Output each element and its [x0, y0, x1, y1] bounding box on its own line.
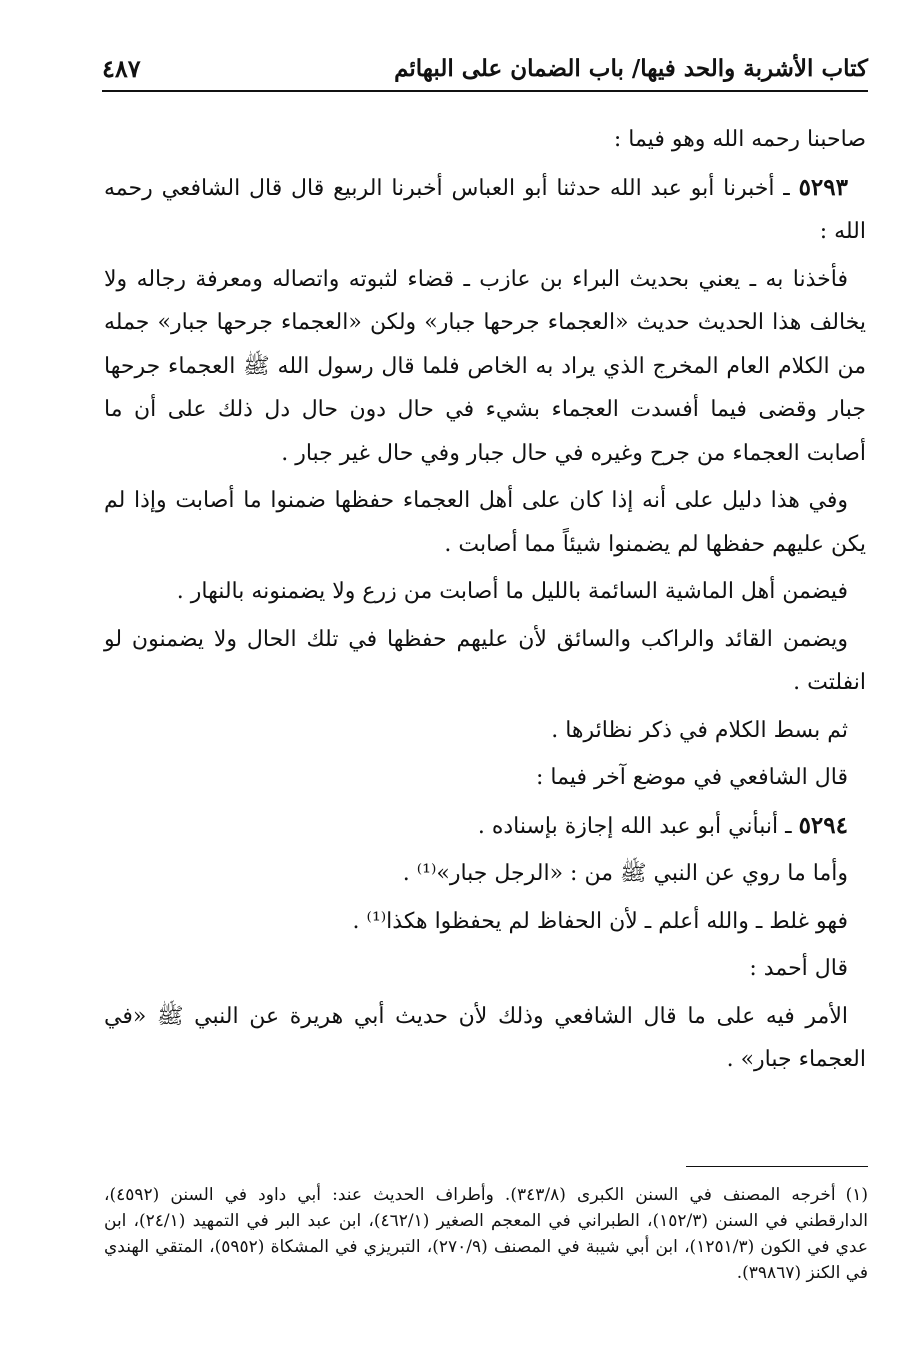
- paragraph-text: ويضمن القائد والراكب والسائق لأن عليهم حفظها في تلك الحال ولا يضمنون لو انفلتت .: [104, 626, 866, 695]
- hadith-paragraph: ٥٢٩٤ ـ أنبأني أبو عبد الله إجازة بإسناده .: [477, 811, 848, 839]
- footnote-text: أخرجه المصنف في السنن الكبرى (٣٤٣/٨). وأطراف الحديث عند: أبي داود في السنن (٤٥٩٢)، الدارقطني في السنن (١٥٢/٣)، الطبراني في المعجم الصغير (٤٦٢/١)، ابن عبد البر في التمهيد (٢٤/١)، ابن عدي في الكون (١٢٥١/٣)، ابن أبي شيبة في المصنف (٢٧٠/٩)، التبريزي في المشكاة (٥٩٥٢)، المتقي الهندي في الكنز (٣٩٨٦٧).: [104, 1185, 869, 1283]
- paragraph-text: أنبأني أبو عبد الله إجازة بإسناده .: [477, 813, 779, 839]
- paragraph: [104, 479, 866, 566]
- hadith-paragraph: ٥٢٩٣ ـ أخبرنا أبو عبد الله حدثنا أبو العباس أخبرنا الربيع قال قال الشافعي رحمه الله :: [104, 173, 866, 244]
- footnote-mark: (١): [845, 1185, 868, 1205]
- paragraph-text: وفي هذا دليل على أنه إذا كان على أهل العجماء حفظها ضمنوا ما أصابت وإذا لم يكن عليهم حفظها لم يضمنوا شيئاً مما أصابت .: [104, 488, 866, 557]
- paragraph-text: ثم بسط الكلام في ذكر نظائرها .: [551, 717, 848, 743]
- footnote: [104, 1182, 868, 1286]
- paragraph-text: قال الشافعي في موضع آخر فيما :: [535, 765, 848, 790]
- paragraph-text: قال أحمد :: [749, 956, 848, 981]
- hadith-number: ٥٢٩٣: [798, 173, 848, 201]
- page-number: ٤٨٧: [102, 53, 141, 83]
- chapter-title: كتاب الأشربة والحد فيها/ باب الضمان على البهائم: [394, 54, 868, 82]
- paragraph: [104, 258, 866, 476]
- paragraph-text: وأما ما روي عن النبي ﷺ من : «الرجل جبار»⁽¹⁾ .: [402, 861, 848, 886]
- paragraph: [104, 900, 866, 944]
- running-header: [102, 46, 868, 92]
- footnote-divider: [686, 1166, 868, 1167]
- footnotes: [104, 1182, 868, 1286]
- paragraph: [104, 118, 866, 162]
- paragraph-text: الأمر فيه على ما قال الشافعي وذلك لأن حديث أبي هريرة عن النبي ﷺ «في العجماء جبار» .: [104, 1003, 866, 1072]
- paragraph-text: صاحبنا رحمه الله وهو فيما :: [613, 127, 866, 152]
- paragraph-text: أخبرنا أبو عبد الله حدثنا أبو العباس أخبرنا الربيع قال قال الشافعي رحمه الله :: [104, 175, 866, 244]
- paragraph: [104, 947, 866, 991]
- paragraph: [104, 756, 866, 800]
- paragraph: [104, 709, 866, 753]
- paragraph: [104, 852, 866, 896]
- paragraph: [104, 995, 866, 1082]
- paragraph-text: فيضمن أهل الماشية السائمة بالليل ما أصابت من زرع ولا يضمنونه بالنهار .: [176, 579, 848, 604]
- hadith-number: ٥٢٩٤: [798, 811, 848, 839]
- paragraph: [104, 570, 866, 614]
- paragraph: [104, 618, 866, 705]
- paragraph-text: فأخذنا به ـ يعني بحديث البراء بن عازب ـ قضاء لثبوته واتصاله ومعرفة رجاله ولا يخالف هذا الحديث حديث «العجماء جرحها جبار» ولكن «العجماء جرحها جبار» جمله من الكلام العام المخرج الذي يراد به الخاص فلما قال رسول الله ﷺ العجماء جرحها جبار وقضى فيما أفسدت العجماء بشيء في حال دون حال دل ذلك على أن ما أصابت العجماء من جرح وغيره في حال جبار وفي حال غير جبار .: [104, 266, 866, 466]
- paragraph-text: فهو غلط ـ والله أعلم ـ لأن الحفاظ لم يحفظوا هكذا⁽¹⁾ .: [352, 908, 848, 934]
- main-text: [104, 118, 866, 1086]
